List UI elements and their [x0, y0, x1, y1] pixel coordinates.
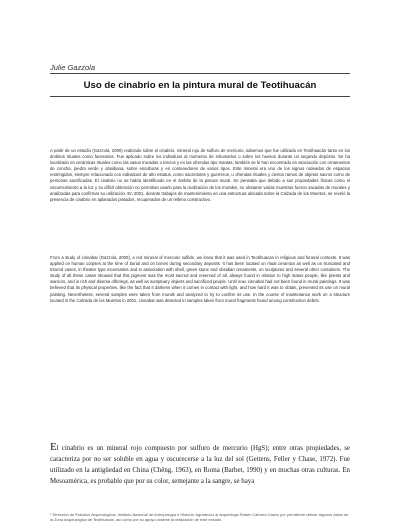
header-bottom-rule: [50, 96, 350, 97]
drop-cap: E: [50, 441, 57, 453]
abstract-spanish: A partir de un estudio (Gazzola, 2000) realizado sobre el cinabrio, mineral rojo de sulfuro de mercurio, sabemos que fue utilizado en Teotihuacán tanto en los ámbitos rituales como funerarios. Fue aplicado sobre los individuos al momento de inhumarlos o sobre los huesos durante un segundo depósito. Se ha localizado en cerámicas rituales como las vasos trucadas o tercios y en las ofrendas tipo mantas, también se le han encontrado en asociación con ornamentos de concha, piedra verde y obsidiana, sobre esculturas y en contenedores de varios tipos. Este mineral era uno de los signos rodeados de espacios restringidos, siempre relacionado con individuos de alto estatus, como sacerdotes y guerreros, u ofrendas rituales y ciertos ramos de objetos sacros como de personas sacrificadas. El cinabrio no se había identificado en el ámbito de la pintura mural. Se pensaba que debido a sus propiedades físicas como el oscurecimiento a la luz y su difícil obtención no permitían usarlo para la realización de los murales, no obstante varias muestras fueron sacadas de murales y analizadas para confirmar su utilización. En 2001, durante trabajos de mantenimiento en una estructura ubicada sobre la Calzada de los Muertos, se reveló la presencia de cinabrio en aplanados pintados, recuperados de un relleno constructivo.: [50, 148, 350, 202]
author-name: Julie Gazzola: [50, 63, 96, 72]
abstract-english: From a study of cinnabar (Gazzola, 2000), a red mineral of mercuric sulfide, we know that it was used in Teotihuacan in religious and funeral contexts. It was applied on human corpses at the time of burial and on bones during secondary deposits. It has been located on ritual ceramics as well as on truncated and tritored vases, in theater type incensaries and in association with shell, green stone and obsidian ornaments, on sculptures and several other containers. The study of all these cases showed that this pigment was the most sacred and reserved of all, always found in relation to high status people, like priests and warriors, and in rich and diverse offerings, as well as sumptuary objects and sacrificed people. Until now, cinnabar had not been found in mural paintings. It was believed that its physical properties, like the fact that it darkens when it comes in contact with light, and how hard it was to obtain, prevented its use on mural painting. Nevertheless, several samples were taken from murals and analyzed to try to confirm its use. In the course of maintenance work on a structure located in the Calzada de los Muertos in 2001, cinnabar was detected in samples taken from mural fragments found among construction debris.: [50, 255, 350, 303]
footnote: * Dirección de Estudios Arqueológicos, Instituto Nacional de Antropología e Historia. Agradezco al arqueólogo Rubén Cabrera Castro por permitirme utilizar algunos datos de la Zona Arqueológica de Teotihuacán, así como por su apoyo durante la realización de este estudio.: [50, 512, 349, 522]
body-lead-paragraph: [50, 442, 350, 487]
header-top-rule: [50, 73, 350, 74]
article-title: Uso de cinabrio en la pintura mural de Teotihuacán: [83, 80, 317, 91]
lead-paragraph-text: l cinabrio es un mineral rojo compuesto por sulfuro de mercurio (HgS); entre otras propiedades, se caracteriza por no ser soluble en agua y oscurecerse a la luz del sol (Gettens, Feller y Chase, 1972). Fue utilizado en la antigüedad en China (Chêng, 1963), en Roma (Barbet, 1990) y en muchas otras culturas. En Mesoamérica, es probable que por su color, semejante a la sangre, se haya: [50, 445, 350, 485]
